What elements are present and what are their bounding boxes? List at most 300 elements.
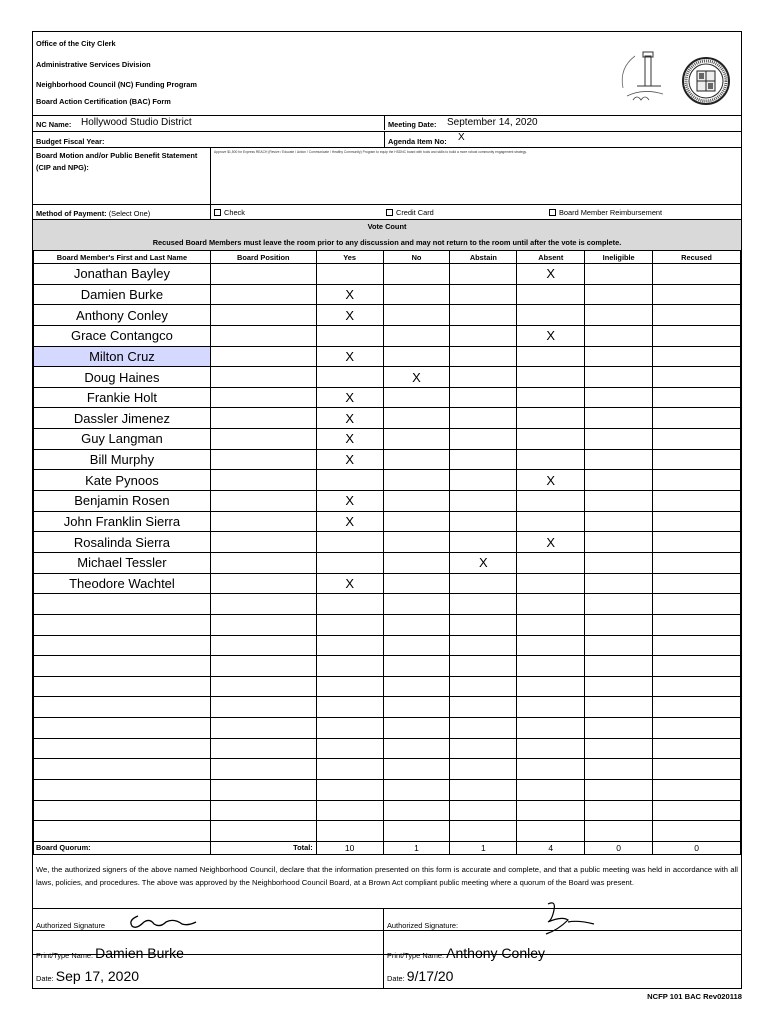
checkbox-icon[interactable] bbox=[386, 209, 393, 216]
vote-yes-cell[interactable] bbox=[316, 676, 383, 697]
vote-abstain-cell[interactable] bbox=[450, 284, 517, 305]
member-name[interactable]: Guy Langman bbox=[34, 429, 211, 450]
col-header-yes: Yes bbox=[316, 251, 383, 264]
vote-absent-cell[interactable] bbox=[517, 821, 585, 842]
vote-no-cell[interactable] bbox=[383, 284, 450, 305]
member-name[interactable] bbox=[34, 780, 211, 801]
vote-yes-cell[interactable]: X bbox=[316, 491, 383, 512]
vote-recused-cell[interactable] bbox=[653, 552, 741, 573]
motion-label: Board Motion and/or Public Benefit Statement (CIP and NPG): bbox=[36, 151, 198, 172]
vote-abstain-cell[interactable] bbox=[450, 305, 517, 326]
vote-absent-cell[interactable]: X bbox=[517, 532, 585, 553]
vote-ineligible-cell[interactable] bbox=[585, 264, 653, 285]
vote-recused-cell[interactable] bbox=[653, 511, 741, 532]
print-name-label-1: Print/Type Name: Damien Burke bbox=[36, 945, 184, 961]
member-position[interactable] bbox=[210, 449, 316, 470]
vote-no-cell[interactable] bbox=[383, 635, 450, 656]
member-position[interactable] bbox=[210, 408, 316, 429]
vote-yes-cell[interactable] bbox=[316, 264, 383, 285]
vote-absent-cell[interactable] bbox=[517, 511, 585, 532]
vote-absent-cell[interactable] bbox=[517, 491, 585, 512]
total-ineligible: 0 bbox=[585, 841, 653, 854]
vote-ineligible-cell[interactable] bbox=[585, 656, 653, 677]
vote-count-header bbox=[33, 219, 741, 251]
vote-yes-cell[interactable] bbox=[316, 635, 383, 656]
member-position[interactable] bbox=[210, 697, 316, 718]
member-position[interactable] bbox=[210, 552, 316, 573]
header-program: Neighborhood Council (NC) Funding Program bbox=[36, 80, 197, 89]
member-position[interactable] bbox=[210, 656, 316, 677]
vote-absent-cell[interactable] bbox=[517, 387, 585, 408]
budget-row bbox=[33, 131, 741, 147]
vote-abstain-cell[interactable] bbox=[450, 511, 517, 532]
vote-recused-cell[interactable] bbox=[653, 800, 741, 821]
member-name[interactable] bbox=[34, 656, 211, 677]
vote-abstain-cell[interactable] bbox=[450, 470, 517, 491]
vote-no-cell[interactable] bbox=[383, 759, 450, 780]
member-name[interactable]: Rosalinda Sierra bbox=[34, 532, 211, 553]
member-name[interactable] bbox=[34, 821, 211, 842]
vote-yes-cell[interactable] bbox=[316, 656, 383, 677]
total-abstain: 1 bbox=[450, 841, 517, 854]
date-value-1[interactable]: Sep 17, 2020 bbox=[55, 968, 140, 984]
vote-abstain-cell[interactable] bbox=[450, 594, 517, 615]
vote-ineligible-cell[interactable] bbox=[585, 552, 653, 573]
member-name[interactable]: Theodore Wachtel bbox=[34, 573, 211, 594]
vote-absent-cell[interactable] bbox=[517, 738, 585, 759]
auth-signature-label-1: Authorized Signature bbox=[36, 921, 106, 930]
vote-ineligible-cell[interactable] bbox=[585, 284, 653, 305]
member-position[interactable] bbox=[210, 387, 316, 408]
member-name[interactable] bbox=[34, 676, 211, 697]
col-header-no: No bbox=[383, 251, 450, 264]
payment-check-option[interactable]: Check bbox=[214, 208, 245, 217]
vote-no-cell[interactable] bbox=[383, 511, 450, 532]
vote-yes-cell[interactable]: X bbox=[316, 305, 383, 326]
vote-absent-cell[interactable] bbox=[517, 676, 585, 697]
member-position[interactable] bbox=[210, 635, 316, 656]
vote-ineligible-cell[interactable] bbox=[585, 305, 653, 326]
declaration-text: We, the authorized signers of the above named Neighborhood Council, declare that the information presented on this form is accurate and complete, and that a public meeting was held in accordance with all laws, policies, and procedures. The above was approved by the Neighborhood Council Board, at a Brown Act compliant public meeting where a quorum of the Board was present. bbox=[36, 865, 738, 887]
vote-ineligible-cell[interactable] bbox=[585, 759, 653, 780]
vote-ineligible-cell[interactable] bbox=[585, 821, 653, 842]
meeting-date-value[interactable]: September 14, 2020 bbox=[447, 117, 538, 128]
vote-abstain-cell[interactable] bbox=[450, 656, 517, 677]
vote-recused-cell[interactable] bbox=[653, 821, 741, 842]
vote-recused-cell[interactable] bbox=[653, 408, 741, 429]
motion-text[interactable]: Approve $1,500 for Express REACH (Revive / Educate / Action / Communicate / Healthy Community) Program to equip the HSDNC board with tools and skills to build a more robust community engagement strategy. bbox=[214, 150, 527, 154]
vote-ineligible-cell[interactable] bbox=[585, 325, 653, 346]
table-row bbox=[34, 821, 741, 842]
vote-ineligible-cell[interactable] bbox=[585, 780, 653, 801]
table-row bbox=[34, 387, 741, 408]
table-row bbox=[34, 511, 741, 532]
table-row bbox=[34, 470, 741, 491]
vote-yes-cell[interactable]: X bbox=[316, 408, 383, 429]
vote-abstain-cell[interactable]: X bbox=[450, 552, 517, 573]
vote-abstain-cell[interactable] bbox=[450, 491, 517, 512]
vote-no-cell[interactable] bbox=[383, 718, 450, 739]
vote-absent-cell[interactable]: X bbox=[517, 470, 585, 491]
vote-ineligible-cell[interactable] bbox=[585, 387, 653, 408]
member-position[interactable] bbox=[210, 738, 316, 759]
member-position[interactable] bbox=[210, 718, 316, 739]
table-row bbox=[34, 759, 741, 780]
vote-absent-cell[interactable] bbox=[517, 305, 585, 326]
vote-ineligible-cell[interactable] bbox=[585, 800, 653, 821]
vote-recused-cell[interactable] bbox=[653, 532, 741, 553]
vote-ineligible-cell[interactable] bbox=[585, 594, 653, 615]
city-clerk-logo bbox=[613, 48, 677, 106]
vote-absent-cell[interactable] bbox=[517, 635, 585, 656]
member-position[interactable] bbox=[210, 470, 316, 491]
table-row bbox=[34, 635, 741, 656]
vote-abstain-cell[interactable] bbox=[450, 718, 517, 739]
vote-yes-cell[interactable] bbox=[316, 759, 383, 780]
member-position[interactable] bbox=[210, 491, 316, 512]
date-label-1: Date: Sep 17, 2020 bbox=[36, 968, 140, 984]
vote-no-cell[interactable] bbox=[383, 552, 450, 573]
table-row bbox=[34, 532, 741, 553]
meeting-date-label: Meeting Date: bbox=[388, 120, 437, 129]
vote-recused-cell[interactable] bbox=[653, 470, 741, 491]
vote-recused-cell[interactable] bbox=[653, 594, 741, 615]
vote-absent-cell[interactable] bbox=[517, 780, 585, 801]
vote-recused-cell[interactable] bbox=[653, 780, 741, 801]
member-name[interactable] bbox=[34, 738, 211, 759]
vote-ineligible-cell[interactable] bbox=[585, 697, 653, 718]
vote-absent-cell[interactable] bbox=[517, 718, 585, 739]
vote-ineligible-cell[interactable] bbox=[585, 408, 653, 429]
vote-abstain-cell[interactable] bbox=[450, 367, 517, 388]
vote-yes-cell[interactable]: X bbox=[316, 573, 383, 594]
vote-no-cell[interactable] bbox=[383, 305, 450, 326]
vote-ineligible-cell[interactable] bbox=[585, 635, 653, 656]
vote-absent-cell[interactable] bbox=[517, 614, 585, 635]
vote-yes-cell[interactable] bbox=[316, 552, 383, 573]
signature-divider bbox=[33, 908, 741, 909]
vote-yes-cell[interactable] bbox=[316, 697, 383, 718]
vote-ineligible-cell[interactable] bbox=[585, 676, 653, 697]
col-header-absent: Absent bbox=[517, 251, 585, 264]
table-row bbox=[34, 573, 741, 594]
vote-yes-cell[interactable] bbox=[316, 367, 383, 388]
table-row bbox=[34, 552, 741, 573]
vote-abstain-cell[interactable] bbox=[450, 408, 517, 429]
print-name-value-2[interactable]: Anthony Conley bbox=[446, 945, 545, 961]
vote-recused-cell[interactable] bbox=[653, 676, 741, 697]
member-position[interactable] bbox=[210, 325, 316, 346]
col-header-abstain: Abstain bbox=[450, 251, 517, 264]
vote-absent-cell[interactable] bbox=[517, 759, 585, 780]
vote-absent-cell[interactable] bbox=[517, 573, 585, 594]
member-position[interactable] bbox=[210, 264, 316, 285]
table-row bbox=[34, 614, 741, 635]
member-name[interactable] bbox=[34, 718, 211, 739]
vote-yes-cell[interactable]: X bbox=[316, 429, 383, 450]
member-position[interactable] bbox=[210, 759, 316, 780]
vote-abstain-cell[interactable] bbox=[450, 573, 517, 594]
member-name[interactable]: John Franklin Sierra bbox=[34, 511, 211, 532]
vote-no-cell[interactable] bbox=[383, 800, 450, 821]
member-position[interactable] bbox=[210, 346, 316, 367]
member-name[interactable] bbox=[34, 614, 211, 635]
vote-recused-cell[interactable] bbox=[653, 491, 741, 512]
vote-no-cell[interactable] bbox=[383, 491, 450, 512]
vote-no-cell[interactable] bbox=[383, 449, 450, 470]
bac-form bbox=[32, 31, 742, 989]
vote-no-cell[interactable] bbox=[383, 429, 450, 450]
table-row bbox=[34, 718, 741, 739]
table-row bbox=[34, 656, 741, 677]
vote-ineligible-cell[interactable] bbox=[585, 738, 653, 759]
vote-absent-cell[interactable] bbox=[517, 449, 585, 470]
vote-ineligible-cell[interactable] bbox=[585, 511, 653, 532]
total-yes: 10 bbox=[316, 841, 383, 854]
vote-recused-cell[interactable] bbox=[653, 614, 741, 635]
vote-no-cell[interactable] bbox=[383, 738, 450, 759]
total-absent: 4 bbox=[517, 841, 585, 854]
vote-ineligible-cell[interactable] bbox=[585, 346, 653, 367]
vote-ineligible-cell[interactable] bbox=[585, 449, 653, 470]
vote-recused-cell[interactable] bbox=[653, 449, 741, 470]
nc-name-row bbox=[33, 115, 741, 131]
print-name-value-1[interactable]: Damien Burke bbox=[95, 945, 184, 961]
table-row bbox=[34, 676, 741, 697]
header-office: Office of the City Clerk bbox=[36, 39, 116, 48]
table-row bbox=[34, 491, 741, 512]
vote-absent-cell[interactable] bbox=[517, 594, 585, 615]
vote-abstain-cell[interactable] bbox=[450, 532, 517, 553]
checkbox-icon[interactable] bbox=[549, 209, 556, 216]
date-label-2: Date: 9/17/20 bbox=[387, 968, 454, 984]
vote-no-cell[interactable] bbox=[383, 387, 450, 408]
vote-yes-cell[interactable] bbox=[316, 532, 383, 553]
vote-no-cell[interactable]: X bbox=[383, 367, 450, 388]
vote-yes-cell[interactable] bbox=[316, 470, 383, 491]
vote-absent-cell[interactable] bbox=[517, 367, 585, 388]
signature-2[interactable] bbox=[538, 900, 598, 940]
payment-credit-option[interactable]: Credit Card bbox=[386, 208, 434, 217]
vote-abstain-cell[interactable] bbox=[450, 800, 517, 821]
vote-recused-cell[interactable] bbox=[653, 429, 741, 450]
vote-abstain-cell[interactable] bbox=[450, 346, 517, 367]
vote-yes-cell[interactable] bbox=[316, 614, 383, 635]
member-name[interactable]: Kate Pynoos bbox=[34, 470, 211, 491]
vote-no-cell[interactable] bbox=[383, 594, 450, 615]
vote-abstain-cell[interactable] bbox=[450, 821, 517, 842]
nc-name-label: NC Name: bbox=[36, 120, 72, 129]
vote-absent-cell[interactable] bbox=[517, 408, 585, 429]
vote-recused-cell[interactable] bbox=[653, 346, 741, 367]
vote-absent-cell[interactable] bbox=[517, 346, 585, 367]
member-position[interactable] bbox=[210, 594, 316, 615]
vote-ineligible-cell[interactable] bbox=[585, 367, 653, 388]
vote-recused-cell[interactable] bbox=[653, 573, 741, 594]
vote-absent-cell[interactable] bbox=[517, 697, 585, 718]
table-row bbox=[34, 325, 741, 346]
member-name[interactable]: Jonathan Bayley bbox=[34, 264, 211, 285]
vote-abstain-cell[interactable] bbox=[450, 429, 517, 450]
member-position[interactable] bbox=[210, 800, 316, 821]
vote-ineligible-cell[interactable] bbox=[585, 573, 653, 594]
vote-ineligible-cell[interactable] bbox=[585, 491, 653, 512]
table-row bbox=[34, 305, 741, 326]
vote-yes-cell[interactable] bbox=[316, 800, 383, 821]
vote-yes-cell[interactable]: X bbox=[316, 511, 383, 532]
vote-abstain-cell[interactable] bbox=[450, 264, 517, 285]
date-value-2[interactable]: 9/17/20 bbox=[406, 968, 454, 984]
vote-recused-cell[interactable] bbox=[653, 284, 741, 305]
member-position[interactable] bbox=[210, 284, 316, 305]
signature-1[interactable] bbox=[126, 910, 206, 932]
vote-recused-cell[interactable] bbox=[653, 325, 741, 346]
vote-table bbox=[33, 250, 741, 855]
vote-recused-cell[interactable] bbox=[653, 264, 741, 285]
vote-yes-cell[interactable]: X bbox=[316, 449, 383, 470]
member-name[interactable]: Milton Cruz bbox=[34, 346, 211, 367]
vote-yes-cell[interactable] bbox=[316, 594, 383, 615]
motion-row bbox=[33, 147, 741, 205]
vote-recused-cell[interactable] bbox=[653, 635, 741, 656]
member-name[interactable] bbox=[34, 594, 211, 615]
nc-name-value[interactable]: Hollywood Studio District bbox=[81, 117, 192, 128]
vote-no-cell[interactable] bbox=[383, 780, 450, 801]
totals-row bbox=[34, 841, 741, 854]
vote-ineligible-cell[interactable] bbox=[585, 614, 653, 635]
table-row bbox=[34, 738, 741, 759]
vote-abstain-cell[interactable] bbox=[450, 614, 517, 635]
vote-no-cell[interactable] bbox=[383, 656, 450, 677]
vote-yes-cell[interactable] bbox=[316, 738, 383, 759]
vote-recused-cell[interactable] bbox=[653, 656, 741, 677]
member-name[interactable]: Damien Burke bbox=[34, 284, 211, 305]
vote-absent-cell[interactable] bbox=[517, 800, 585, 821]
header-division: Administrative Services Division bbox=[36, 60, 151, 69]
member-position[interactable] bbox=[210, 676, 316, 697]
vote-no-cell[interactable] bbox=[383, 470, 450, 491]
vote-absent-cell[interactable]: X bbox=[517, 325, 585, 346]
vote-absent-cell[interactable]: X bbox=[517, 264, 585, 285]
vote-no-cell[interactable] bbox=[383, 697, 450, 718]
vote-abstain-cell[interactable] bbox=[450, 676, 517, 697]
vote-no-cell[interactable] bbox=[383, 346, 450, 367]
vote-recused-cell[interactable] bbox=[653, 697, 741, 718]
member-position[interactable] bbox=[210, 780, 316, 801]
table-row bbox=[34, 408, 741, 429]
vote-yes-cell[interactable] bbox=[316, 718, 383, 739]
vote-ineligible-cell[interactable] bbox=[585, 718, 653, 739]
vote-no-cell[interactable] bbox=[383, 676, 450, 697]
header-form-title: Board Action Certification (BAC) Form bbox=[36, 97, 171, 106]
payment-reimbursement-option[interactable]: Board Member Reimbursement bbox=[549, 208, 662, 217]
member-name[interactable]: Doug Haines bbox=[34, 367, 211, 388]
member-position[interactable] bbox=[210, 821, 316, 842]
member-name[interactable]: Anthony Conley bbox=[34, 305, 211, 326]
member-position[interactable] bbox=[210, 429, 316, 450]
table-row bbox=[34, 346, 741, 367]
vote-abstain-cell[interactable] bbox=[450, 759, 517, 780]
vote-yes-cell[interactable]: X bbox=[316, 284, 383, 305]
col-header-name: Board Member's First and Last Name bbox=[34, 251, 211, 264]
city-seal bbox=[681, 56, 731, 106]
member-name[interactable]: Bill Murphy bbox=[34, 449, 211, 470]
member-name[interactable]: Grace Contangco bbox=[34, 325, 211, 346]
recusal-notice: Recused Board Members must leave the room prior to any discussion and may not return to the room until after the vote is complete. bbox=[152, 238, 622, 247]
vote-abstain-cell[interactable] bbox=[450, 635, 517, 656]
table-row bbox=[34, 594, 741, 615]
vote-recused-cell[interactable] bbox=[653, 387, 741, 408]
agenda-value[interactable]: X bbox=[458, 132, 465, 143]
table-row bbox=[34, 449, 741, 470]
vote-yes-cell[interactable]: X bbox=[316, 346, 383, 367]
member-name[interactable]: Benjamin Rosen bbox=[34, 491, 211, 512]
total-label: Total: bbox=[210, 841, 316, 854]
vote-absent-cell[interactable] bbox=[517, 656, 585, 677]
vote-no-cell[interactable] bbox=[383, 614, 450, 635]
member-name[interactable]: Dassler Jimenez bbox=[34, 408, 211, 429]
agenda-label: Agenda Item No: bbox=[388, 137, 447, 146]
vote-abstain-cell[interactable] bbox=[450, 449, 517, 470]
vote-no-cell[interactable] bbox=[383, 408, 450, 429]
vote-yes-cell[interactable] bbox=[316, 325, 383, 346]
member-name[interactable]: Frankie Holt bbox=[34, 387, 211, 408]
vote-absent-cell[interactable] bbox=[517, 552, 585, 573]
vote-recused-cell[interactable] bbox=[653, 759, 741, 780]
vote-ineligible-cell[interactable] bbox=[585, 532, 653, 553]
member-name[interactable] bbox=[34, 800, 211, 821]
member-position[interactable] bbox=[210, 511, 316, 532]
vote-ineligible-cell[interactable] bbox=[585, 429, 653, 450]
vote-abstain-cell[interactable] bbox=[450, 697, 517, 718]
total-recused: 0 bbox=[653, 841, 741, 854]
vote-absent-cell[interactable] bbox=[517, 284, 585, 305]
checkbox-icon[interactable] bbox=[214, 209, 221, 216]
member-name[interactable]: Michael Tessler bbox=[34, 552, 211, 573]
col-header-recused: Recused bbox=[653, 251, 741, 264]
vote-yes-cell[interactable] bbox=[316, 780, 383, 801]
vote-abstain-cell[interactable] bbox=[450, 325, 517, 346]
vote-ineligible-cell[interactable] bbox=[585, 470, 653, 491]
vote-recused-cell[interactable] bbox=[653, 718, 741, 739]
vote-yes-cell[interactable]: X bbox=[316, 387, 383, 408]
vote-recused-cell[interactable] bbox=[653, 738, 741, 759]
quorum-label: Board Quorum: bbox=[34, 841, 211, 854]
vote-no-cell[interactable] bbox=[383, 532, 450, 553]
vote-yes-cell[interactable] bbox=[316, 821, 383, 842]
vote-absent-cell[interactable] bbox=[517, 429, 585, 450]
member-name[interactable] bbox=[34, 697, 211, 718]
member-name[interactable] bbox=[34, 759, 211, 780]
vote-recused-cell[interactable] bbox=[653, 367, 741, 388]
member-name[interactable] bbox=[34, 635, 211, 656]
member-position[interactable] bbox=[210, 614, 316, 635]
vote-no-cell[interactable] bbox=[383, 821, 450, 842]
vote-no-cell[interactable] bbox=[383, 325, 450, 346]
col-header-ineligible: Ineligible bbox=[585, 251, 653, 264]
member-position[interactable] bbox=[210, 573, 316, 594]
member-position[interactable] bbox=[210, 367, 316, 388]
member-position[interactable] bbox=[210, 305, 316, 326]
vote-no-cell[interactable] bbox=[383, 264, 450, 285]
vote-abstain-cell[interactable] bbox=[450, 780, 517, 801]
vote-abstain-cell[interactable] bbox=[450, 387, 517, 408]
vote-abstain-cell[interactable] bbox=[450, 738, 517, 759]
member-position[interactable] bbox=[210, 532, 316, 553]
vote-no-cell[interactable] bbox=[383, 573, 450, 594]
vote-recused-cell[interactable] bbox=[653, 305, 741, 326]
payment-row bbox=[33, 204, 741, 220]
